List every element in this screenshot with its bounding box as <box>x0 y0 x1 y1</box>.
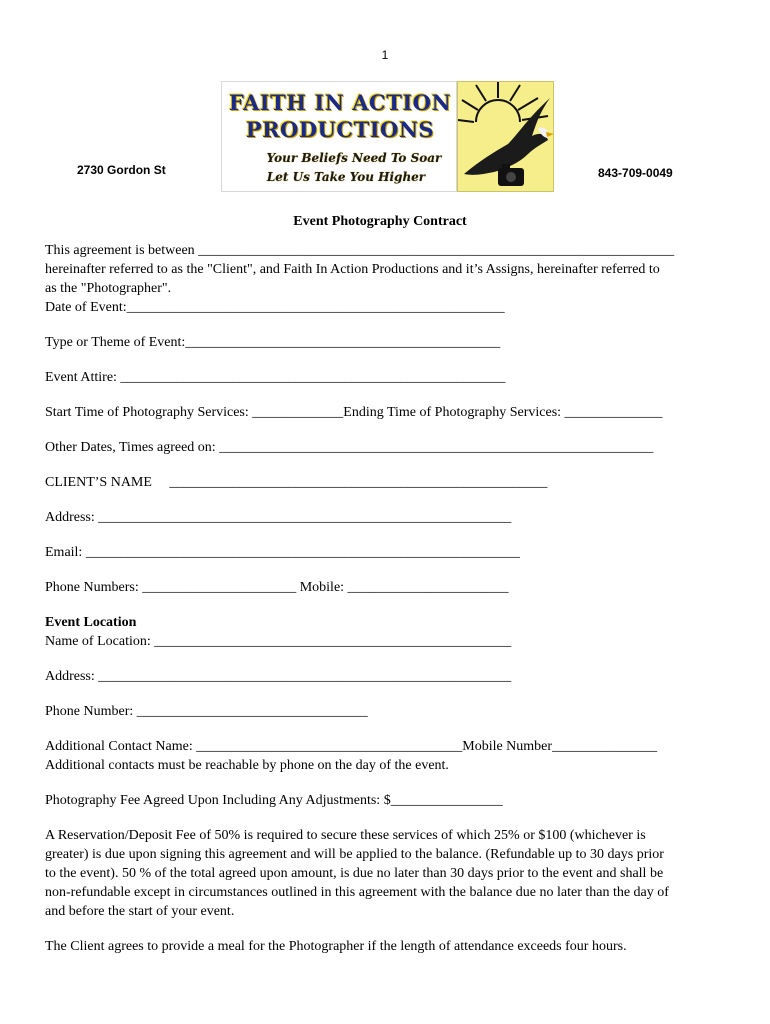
company-logo <box>221 81 554 192</box>
service-times-field[interactable]: Start Time of Photography Services: _____________Ending Time of Photography Services: ______________ <box>45 405 663 420</box>
logo-tagline2: Let Us Take You Higher <box>266 170 426 184</box>
deposit-line-4: non-refundable except in circumstances outlined in this agreement with the balance due no later than the day of <box>45 885 669 900</box>
meal-clause: The Client agrees to provide a meal for the Photographer if the length of attendance exceeds four hours. <box>45 939 627 954</box>
agreement-line-1: This agreement is between ____________________________________________________________________ <box>45 243 675 258</box>
logo-line2: PRODUCTIONS <box>245 117 435 142</box>
event-attire-field[interactable]: Event Attire: _______________________________________________________ <box>45 370 506 385</box>
logo-image-panel <box>457 81 554 192</box>
agreement-line-2: hereinafter referred to as the "Client", and Faith In Action Productions and it’s Assigns, hereinafter referred to <box>45 262 660 277</box>
location-phone-field[interactable]: Phone Number: _________________________________ <box>45 704 368 719</box>
logo-tagline1: Your Beliefs Need To Soar <box>266 151 442 165</box>
deposit-line-3: to the event). 50 % of the total agreed upon amount, is due no later than 30 days prior to the event and shall be <box>45 866 664 881</box>
document-title: Event Photography Contract <box>293 214 467 229</box>
type-theme-field[interactable]: Type or Theme of Event:_____________________________________________ <box>45 335 501 350</box>
additional-contact-field[interactable]: Additional Contact Name: ______________________________________Mobile Number_______________ <box>45 739 658 754</box>
client-name-field[interactable]: CLIENT’S NAME ______________________________________________________ <box>45 475 548 490</box>
camera-icon <box>458 82 554 192</box>
client-address-field[interactable]: Address: ___________________________________________________________ <box>45 510 512 525</box>
logo-line1: FAITH IN ACTION <box>228 90 452 115</box>
client-email-field[interactable]: Email: ______________________________________________________________ <box>45 545 520 560</box>
date-of-event-field[interactable]: Date of Event:______________________________________________________ <box>45 300 505 315</box>
deposit-line-2: greater) is due upon signing this agreement and will be applied to the balance. (Refundable up to 30 days prior <box>45 847 664 862</box>
company-address: 2730 Gordon St <box>77 163 166 177</box>
agreement-line-3: as the "Photographer". <box>45 281 172 296</box>
deposit-line-5: and before the start of your event. <box>45 904 235 919</box>
location-name-field[interactable]: Name of Location: ___________________________________________________ <box>45 634 512 649</box>
event-location-heading: Event Location <box>45 615 137 630</box>
deposit-line-1: A Reservation/Deposit Fee of 50% is required to secure these services of which 25% or $100 (whichever is <box>45 828 646 843</box>
page-number: 1 <box>381 48 389 62</box>
other-dates-field[interactable]: Other Dates, Times agreed on: ______________________________________________________________ <box>45 440 654 455</box>
photography-fee-field[interactable]: Photography Fee Agreed Upon Including Any Adjustments: $________________ <box>45 793 503 808</box>
contract-body <box>45 212 725 956</box>
additional-contact-note: Additional contacts must be reachable by phone on the day of the event. <box>45 758 449 773</box>
location-address-field[interactable]: Address: ___________________________________________________________ <box>45 669 512 684</box>
company-phone: 843-709-0049 <box>598 166 673 180</box>
phone-numbers-field[interactable]: Phone Numbers: ______________________ Mobile: _______________________ <box>45 580 509 595</box>
logo-text-panel <box>221 81 457 192</box>
